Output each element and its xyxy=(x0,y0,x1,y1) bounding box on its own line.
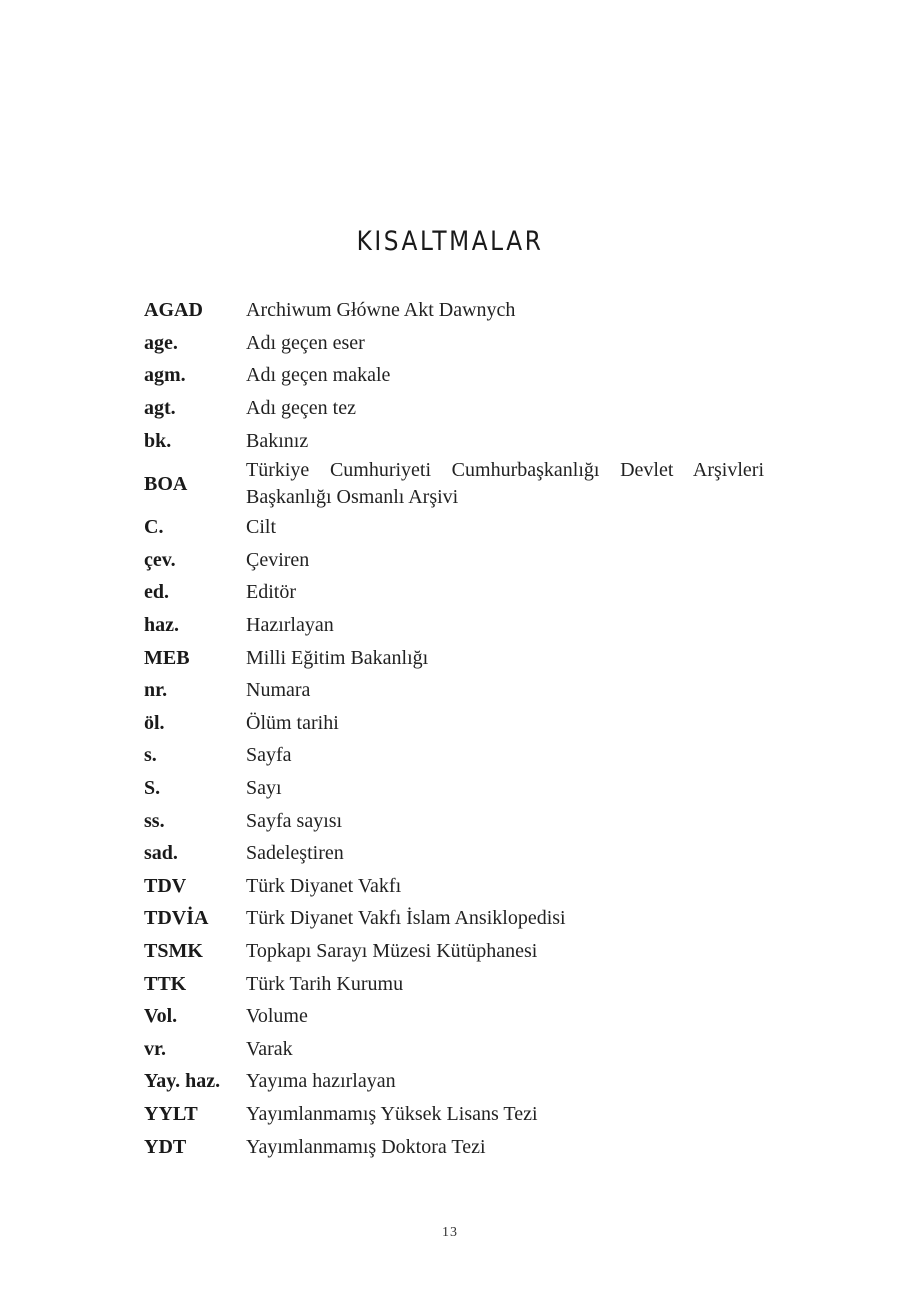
definition: Çeviren xyxy=(246,548,310,571)
list-item xyxy=(144,804,764,837)
list-item xyxy=(144,902,764,935)
abbreviation: vr. xyxy=(144,1037,167,1060)
abbreviation: öl. xyxy=(144,711,165,734)
list-item xyxy=(144,544,764,577)
abbreviation: ed. xyxy=(144,581,169,604)
abbreviation: haz. xyxy=(144,614,179,637)
abbreviation-list xyxy=(144,294,764,1163)
list-item xyxy=(144,739,764,772)
list-item xyxy=(144,1065,764,1098)
list-item xyxy=(144,707,764,740)
list-item xyxy=(144,294,764,327)
abbreviation: Yay. haz. xyxy=(144,1070,221,1093)
list-item xyxy=(144,511,764,544)
abbreviation: s. xyxy=(144,744,157,767)
abbreviation: ss. xyxy=(144,809,165,832)
list-item xyxy=(144,327,764,360)
abbreviation: AGAD xyxy=(144,299,203,322)
abbreviation: BOA xyxy=(144,472,188,495)
abbreviation: nr. xyxy=(144,679,168,702)
definition: Türk Diyanet Vakfı İslam Ansiklopedisi xyxy=(246,907,566,930)
list-item xyxy=(144,1032,764,1065)
definition: Türkiye Cumhuriyeti Cumhurbaşkanlığı Devlet Arşivleri Başkanlığı Osmanlı Arşivi xyxy=(246,458,764,508)
abbreviation: MEB xyxy=(144,646,190,669)
abbreviation: YYLT xyxy=(144,1102,198,1125)
definition: Yayıma hazırlayan xyxy=(246,1070,396,1093)
definition: Bakınız xyxy=(246,429,309,452)
abbreviation: YDT xyxy=(144,1135,187,1158)
definition: Milli Eğitim Bakanlığı xyxy=(246,646,429,669)
definition: Hazırlayan xyxy=(246,614,334,637)
page-title: KISALTMALAR xyxy=(356,226,544,257)
list-item xyxy=(144,392,764,425)
definition: Adı geçen makale xyxy=(246,364,391,387)
abbreviation: agt. xyxy=(144,397,176,420)
abbreviation: TSMK xyxy=(144,939,203,962)
abbreviation: Vol. xyxy=(144,1005,178,1028)
list-item xyxy=(144,837,764,870)
definition: Türk Tarih Kurumu xyxy=(246,972,404,995)
list-item xyxy=(144,359,764,392)
definition: Adı geçen eser xyxy=(246,331,365,354)
abbreviation: TDVİA xyxy=(144,907,209,930)
definition: Editör xyxy=(246,581,296,604)
list-item xyxy=(144,1130,764,1163)
list-item xyxy=(144,772,764,805)
definition: Yayımlanmamış Doktora Tezi xyxy=(246,1135,486,1158)
definition: Topkapı Sarayı Müzesi Kütüphanesi xyxy=(246,939,538,962)
list-item xyxy=(144,935,764,968)
definition: Volume xyxy=(246,1005,308,1028)
abbreviation: TDV xyxy=(144,874,187,897)
definition: Sadeleştiren xyxy=(246,842,344,865)
abbreviation: sad. xyxy=(144,842,178,865)
list-item xyxy=(144,424,764,457)
list-item xyxy=(144,576,764,609)
abbreviation: S. xyxy=(144,777,161,800)
list-item xyxy=(144,641,764,674)
definition: Sayfa sayısı xyxy=(246,809,343,832)
abbreviation: çev. xyxy=(144,548,176,571)
definition: Türk Diyanet Vakfı xyxy=(246,874,402,897)
definition: Adı geçen tez xyxy=(246,397,356,420)
list-item xyxy=(144,609,764,642)
definition: Numara xyxy=(246,679,311,702)
abbreviation: agm. xyxy=(144,364,186,387)
list-item xyxy=(144,967,764,1000)
definition: Archiwum Główne Akt Dawnych xyxy=(246,299,516,322)
list-item xyxy=(144,674,764,707)
abbreviation: bk. xyxy=(144,429,172,452)
list-item xyxy=(144,457,764,511)
list-item xyxy=(144,870,764,903)
page-number: 13 xyxy=(442,1225,458,1240)
abbreviation: C. xyxy=(144,516,164,539)
definition: Ölüm tarihi xyxy=(246,711,339,734)
definition: Sayfa xyxy=(246,744,292,767)
abbreviation: age. xyxy=(144,331,178,354)
list-item xyxy=(144,1000,764,1033)
definition: Sayı xyxy=(246,777,282,800)
definition: Varak xyxy=(246,1037,293,1060)
list-item xyxy=(144,1098,764,1131)
definition: Yayımlanmamış Yüksek Lisans Tezi xyxy=(246,1102,538,1125)
definition: Cilt xyxy=(246,516,277,539)
abbreviation: TTK xyxy=(144,972,187,995)
